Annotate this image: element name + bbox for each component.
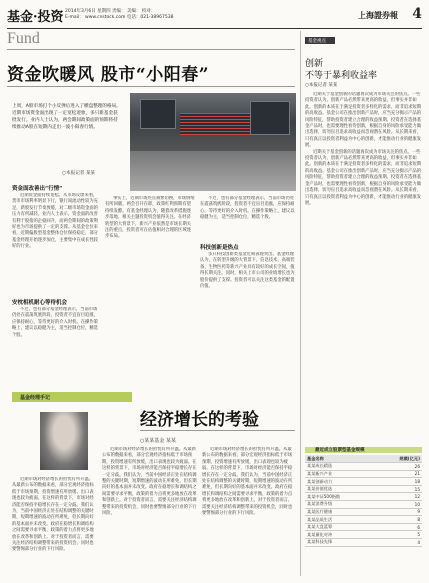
- fund-name-cell: 某某新兴产业: [305, 470, 375, 478]
- table-row: [305, 478, 422, 486]
- table-row: [305, 455, 422, 463]
- header-info: [65, 9, 305, 21]
- fund-name-cell: 某某大盘蓝筹: [305, 523, 375, 531]
- section-head-3: 科技创新是热点: [200, 245, 239, 251]
- fund-size-cell: 规模(亿元): [375, 455, 422, 463]
- fund-rule: [7, 49, 295, 50]
- fund-size-table: [305, 455, 422, 547]
- section-head-1: 资金面改善出“行情”: [12, 186, 63, 192]
- table-row: [305, 470, 422, 478]
- author-portrait: [40, 412, 88, 470]
- fund-label: Fund: [7, 30, 40, 47]
- headline-rule: [7, 86, 295, 87]
- investors-image: [130, 151, 296, 191]
- table-row: [305, 516, 422, 524]
- essay-tag-label: 基金经理手记: [20, 395, 51, 401]
- article-column-3: 不过，也有部分基金经理表示，当前市场仍处在震荡筑底阶段，投资者不宜盲目追涨，应保持耐心，等待更好的介入时机。在操作策略上，建议以稳健为主，适当控制仓位，精选个股。: [200, 196, 295, 221]
- section-head-2: 安枕相机耐心等待机会: [12, 300, 68, 306]
- main-headline: 资金吹暖风 股市“小阳春”: [7, 65, 209, 85]
- table-title: 最近成立股票型基金规模: [315, 448, 365, 453]
- table-row: [305, 508, 422, 516]
- fund-size-cell: 12: [375, 493, 422, 501]
- table-row: [305, 531, 422, 539]
- fund-name-cell: 某某创新动力: [305, 478, 375, 486]
- fund-size-cell: 8: [375, 516, 422, 524]
- table-title-bar: [305, 447, 422, 453]
- screen-image: [140, 99, 176, 129]
- fund-name-cell: 基金名称: [305, 455, 375, 463]
- fund-name-cell: 某某医疗健康: [305, 508, 375, 516]
- section-title: 基金·投资: [7, 10, 64, 25]
- fund-size-cell: 9: [375, 508, 422, 516]
- column-divider: [300, 31, 301, 576]
- right-tag: [305, 37, 335, 44]
- trading-floor-photo: [130, 93, 296, 191]
- article-column-4: 多只科技创新类基金近期表现突出。基金经理认为，在转型升级的大背景下，信息技术、高端装备、生物医药等新兴产业具有较好的成长空间，值得长期关注。同时，相关上市公司的业绩增长也为股价提供了支撑。投资者可以关注这类基金的配置价值。: [200, 252, 295, 290]
- essay-title: 经济增长的考验: [140, 410, 259, 430]
- table-row: [305, 501, 422, 509]
- fund-size-cell: 15: [375, 485, 422, 493]
- right-article: 近期关于基金创新的话题再次成为市场关注的焦点。一些投资者认为，创新产品必然带来更高的收益，但事实并非如此。创新的本质在于满足投资者多样化的需求，而非追求短期的高收益。基金公司在推出创新产品时，应当充分揭示产品的风险特征，帮助投资者建立合理的收益预期。投资者在选择基金产品时，也需要理性看待创新，根据自身的风险承受能力做出选择，切勿盲目追求高收益而忽视潜在风险。从长期来看，只有真正以投资者利益为中心的创新，才能推动行业的健康发展。 近期关于基金创新的话题再次成为市场关注的焦点。一些投资者认为，创新产品必然带来更高的收益，但事实并非如此。创新的本质在于满足投资者多样化的需求，而非追求短期的高收益。基金公司在推出创新产品时，应当充分揭示产品的风险特征，帮助投资者建立合理的收益预期。投资者在选择基金产品时，也需要理性看待创新，根据自身的风险承受能力做出选择，切勿盲目追求高收益而忽视潜在风险。从长期来看，只有真正以投资者利益为中心的创新，才能推动行业的健康发展。: [305, 92, 422, 206]
- right-headline-2: 不等于暴利收益率: [305, 71, 378, 81]
- table-row: [305, 523, 422, 531]
- lead-paragraph: 上周，A股市场打个小反弹后进入了横盘整理的格局。近期市场资金面出现了一定宽松迹象，多只新基金获批发行。业内人士认为，两会期间政策面的预期将持续推动A股在短期内走出一波小阳春行情。: [12, 104, 121, 130]
- essay-column-2: 近期市场对经济增长的担忧有所升温。从最新公布的数据来看，部分宏观经济指标低于市场预期，投资增速有所放缓，出口表现也较为疲弱。在这样的背景下，市场对经济能否保持平稳增长存在一定分歧。我们认为，当前中国经济正处在结构调整的关键时期，短期增速的波动在所难免，但长期向好的基本面并未改变。政府在稳增长和调结构之间需要寻求平衡，政策的着力点将更多地放在改革和创新上。对于投资者而言，需要关注经济结构调整带来的投资机会，同时也要警惕部分行业的下行风险。: [102, 447, 197, 517]
- fund-size-cell: 6: [375, 523, 422, 531]
- article-column-2: 事实上，近期市场热点频繁切换，市场情绪有所回暖。两会召开在即，政策红利预期有望持续发酵。有基金经理认为，随着改革措施逐步落地，相关主题投资机会值得关注。在经济转型的大背景下，新兴产业依然是市场长期关注的重点，投资者可在估值相对合理的区域逐步布局。: [105, 196, 195, 240]
- fund-name-cell: 某某成长精选: [305, 463, 375, 471]
- essay-column-1: 近期市场对经济增长的担忧有所升温。从最新公布的数据来看，部分宏观经济指标低于市场预期，投资增速有所放缓，出口表现也较为疲弱。在这样的背景下，市场对经济能否保持平稳增长存在一定分歧。我们认为，当前中国经济正处在结构调整的关键时期，短期增速的波动在所难免，但长期向好的基本面并未改变。政府在稳增长和调结构之间需要寻求平衡，政策的着力点将更多地放在改革和创新上。对于投资者而言，需要关注经济结构调整带来的投资机会，同时也要警惕部分行业的下行风险。: [12, 477, 94, 553]
- essay-author: ○某某基金 某某: [140, 438, 176, 444]
- right-author: ○本报记者 某某: [305, 83, 338, 88]
- essay-column-3: 近期市场对经济增长的担忧有所升温。从最新公布的数据来看，部分宏观经济指标低于市场预期，投资增速有所放缓，出口表现也较为疲弱。在这样的背景下，市场对经济能否保持平稳增长存在一定分歧。我们认为，当前中国经济正处在结构调整的关键时期，短期增速的波动在所难免，但长期向好的基本面并未改变。政府在稳增长和调结构之间需要寻求平衡，政策的着力点将更多地放在改革和创新上。对于投资者而言，需要关注经济结构调整带来的投资机会，同时也要警惕部分行业的下行风险。: [202, 447, 293, 517]
- screen-image: [250, 101, 290, 135]
- right-headline-1: 创新: [305, 59, 324, 69]
- fund-name-cell: 某某品质生活: [305, 516, 375, 524]
- fund-size-cell: 21: [375, 470, 422, 478]
- fund-name-cell: 某某中证500指数: [305, 493, 375, 501]
- fund-name-cell: 某某消费升级: [305, 501, 375, 509]
- essay-tag: [12, 392, 132, 402]
- header-date: 2014年3月6日 星期四 责编： 美编： 校对：: [65, 9, 156, 14]
- page-header: [7, 6, 422, 28]
- fund-name-cell: 某某价值优选: [305, 485, 375, 493]
- page-number: 4: [412, 6, 422, 22]
- lead-author: ○本报记者 某某: [62, 171, 96, 176]
- essay-rule: [140, 430, 295, 431]
- newspaper-brand: 上海證券報: [358, 10, 398, 20]
- header-contact: E-mail： www.cnstock.com 电话：021-38967538: [65, 15, 174, 20]
- article-column-1b: 不过，也有部分基金经理表示，当前市场仍处在震荡筑底阶段，投资者不宜盲目追涨，应保持耐心，等待更好的介入时机。在操作策略上，建议以稳健为主，适当控制仓位，精选个股。: [12, 307, 98, 338]
- fund-size-cell: 5: [375, 531, 422, 539]
- fund-size-cell: 4: [375, 539, 422, 547]
- table-row: [305, 493, 422, 501]
- fund-name-cell: 某某量化对冲: [305, 531, 375, 539]
- article-column-1: 近期资金面持续宽松。从市场反馈来看，货币市场利率明显下行，银行间流动性较为充足，新股发行节奏放缓，对二级市场资金面的压力有所减轻。业内人士表示，资金面的改善有利于股指的企稳回升，而两会期间的政策利好也为市场提供了一定的支撑。从基金仓位来看，近期偏股型基金整体仓位保持稳定，部分基金经理开始逐步加仓，主要集中在成长性较好的行业。: [12, 193, 98, 250]
- fund-size-cell: 10: [375, 501, 422, 509]
- right-tag-label: 基金视点: [308, 39, 326, 44]
- fund-size-cell: 18: [375, 478, 422, 486]
- table-row: [305, 485, 422, 493]
- fund-name-cell: 某某科技先锋: [305, 539, 375, 547]
- table-row: [305, 539, 422, 547]
- table-row: [305, 463, 422, 471]
- header-rule: [7, 28, 422, 29]
- fund-size-cell: 26: [375, 463, 422, 471]
